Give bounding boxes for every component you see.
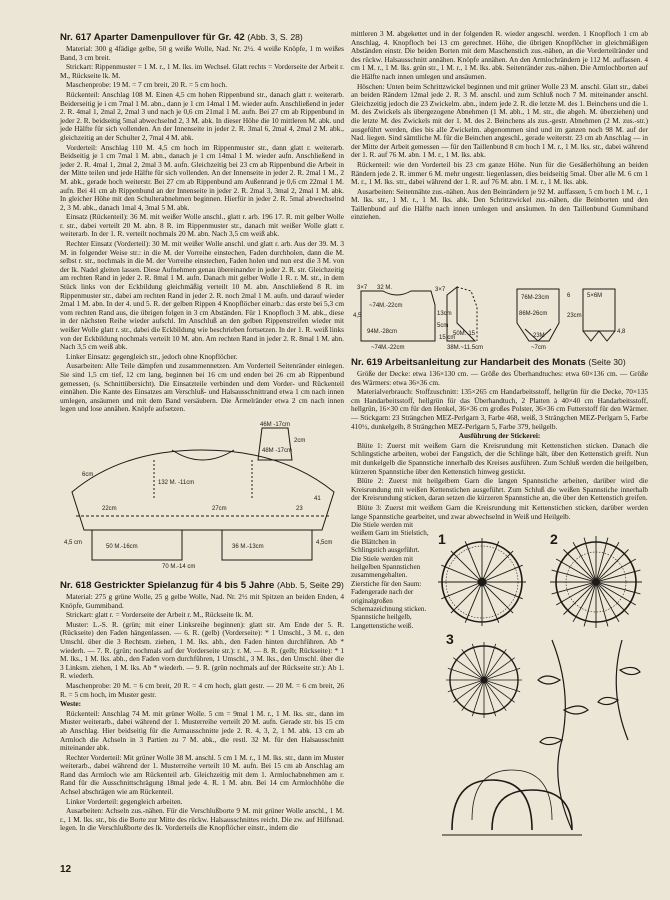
spoke-stitch (485, 644, 496, 677)
spoke-stitch (598, 585, 620, 622)
diagram-label: 38M.~11.5cm (447, 345, 484, 351)
spoke-stitch (486, 649, 507, 677)
paragraph: Einsatz (Rückenteil): 36 M. mit weißer Wolle anschl., glatt r. arb. 196 17. R. mit gelber Wolle r. str., dabei verteilt 20 M. abn. 8 R. im Rippenmuster str., danach mit weißer Wolle glatt r. weiterarb. In der 1. R. verteilt nochmals 20 M. abn. Nach 3,5 cm weiß abk. (60, 212, 344, 239)
paragraph: Ausarbeiten: Achseln zus.-nähen. Für die Verschlußborte 9 M. mit grüner Wolle anschl., 1 M. r., 1 M. lks. str., bis die Borte zur Mitte des rückw. Halsausschnittes reicht. Die zw. auf Hilfsnad. legen. In die Verschlußborte des lk. Vorderteils die Knopflöcher einstr., indem die (60, 806, 344, 833)
diagram-label: 4,5cm (316, 540, 333, 546)
paragraph: mittleren 3 M. abgekettet und in der folgenden R. wieder angeschl. werden. 1 Knopfloch 1 cm ab Anschlag, 4. Knopfloch bei 13 cm gerechnet. Höhe, die übrigen Knopflöcher in gleichmäßigen Abständen einstr. Die beiden Borten mit dem Maschenstich zus.-nähen, an die Vorderteilränder und des rückw. Halsausschnitt annähen. Knöpfe annähen. An den Armlochrändern je 112 M. auffassen. 4 cm 1 M. r., 1 M. lks. grün str., 1 M. r., 1 M. lks. abk. Seitenränder zus.-nähen. Die Armlochborten auf die Hälfte nach innen umlegen und ansäumen. (351, 29, 648, 81)
paragraph: Linker Einsatz: gegengleich str., jedoch ohne Knopflöcher. (66, 351, 238, 361)
spoke-stitch (597, 585, 608, 627)
spoke-stitch (486, 682, 507, 710)
diagram-label: 23 (296, 506, 303, 512)
spoke-stitch (599, 583, 641, 594)
spoke-stitch (597, 538, 608, 580)
diagram-label: 50M.-15 (453, 331, 476, 337)
spoke-stitch (453, 682, 481, 703)
diagram-label: 41 (314, 496, 321, 502)
paragraph: Rückenteil: wie den Vorderteil bis 23 cm ganze Höhe. Nun für die Gesäßerhöhung an beiden Rändern jede 2. R. immer 6 M. mehr ungestr. liegenlassen, dies beidseitig 5mal. Über alle M. 6 cm 1 M. r., 1 M. lks. str., dabei während der 1. R. auf 76 M. abn. 1 M. r., 1 M. lks. abk. (351, 159, 648, 187)
diagram-label: 132 M. -11cm (158, 480, 195, 486)
diagram-label: 48M -17cm (262, 448, 293, 454)
spoke-stitch (599, 570, 641, 581)
diagram-label: 70 M.-14 cm (162, 564, 196, 570)
diagram-label: 5×6M (587, 293, 603, 299)
diagram-label: 4,5 cm (64, 540, 83, 546)
flower-number: 3 (446, 631, 454, 647)
diagram-label: 22cm (102, 506, 117, 512)
diagram-label: 36 M.-13cm (232, 544, 264, 550)
diagram-label: 27cm (212, 506, 227, 512)
spoke-stitch (487, 681, 520, 692)
article-619 (351, 355, 648, 522)
spoke-stitch (573, 542, 595, 579)
article-618 (60, 578, 344, 834)
diagram-label: 23cm (567, 313, 582, 319)
flower-3 (446, 642, 522, 718)
article-619-narrow-text (351, 521, 431, 631)
paragraph: Muster: L.-S. R. (grün; mit einer Linksreihe beginnen): glatt str. Am Ende der 5. R. (Rückseite) den Faden hängenlassen. — 6. R. (gelb) (Vorderseite): * 1 Umschl., 3 M. r., den Umschl. über die 3 Rechtsm. ziehen, 1 M. lks. abh., den Faden hinten durchführen. Ab * wiederh. — 7. R. (grün; nochmals auf der Vorderseite str.): r. M. — 8. R. (gelb; Rückseite): * 1 M. lks., 1 M. lks. abh., den Faden vorn durchführen, 1 Umschl., 3 M. lks., den Umschl. über die 3 Linksm. ziehen, 1 M. lks. Ab * wiederh. — 9. R. (grün nochmals auf der Rückseite str.): Ab 1. R. wiederh. (60, 619, 344, 681)
spoke-stitch (584, 585, 595, 627)
diagram-label: ~74M.-22cm (369, 303, 403, 309)
flower-2 (550, 536, 642, 628)
paragraph: Weste: (60, 699, 82, 709)
spoke-stitch (598, 550, 628, 580)
flower-1 (438, 538, 526, 626)
spoke-stitch (564, 550, 594, 580)
flower-number: 2 (550, 531, 558, 547)
hem-ornament (442, 770, 582, 835)
paragraph: Blüte 3: Zuerst mit weißem Garn die Kreisrundung mit Kettenstichen sticken, darüber werden lange Spannstiche gearbeitet, und zwar abwechselnd in Weiß und Heilgelb. (351, 502, 648, 521)
diagram-label: 32 M. (377, 285, 393, 291)
diagram-label: 3×7 (357, 285, 368, 291)
diagram-label: 3×7 (435, 287, 446, 293)
diagram-label: 2cm (294, 438, 306, 444)
spoke-stitch (472, 644, 483, 677)
spoke-stitch (472, 683, 483, 716)
spoke-stitch (556, 559, 593, 581)
spoke-stitch (462, 649, 483, 677)
diagram-label: ~74M.-22cm (371, 345, 405, 351)
spoke-stitch (448, 668, 481, 679)
paragraph: Maschenprobe: 20 M. = 6 cm breit, 20 R. = 4 cm hoch, glatt gestr. — 20 M. = 6 cm breit, 26 R. = 5 cm hoch, im Muster gestr. (60, 680, 344, 699)
diagram-label: 6cm (82, 472, 94, 478)
spoke-stitch (487, 668, 520, 679)
paragraph: Materialverbrauch: Stoffzuschnitt: 135×265 cm Handarbeitsstoff, hellgrün für die Decke, 70×135 cm Handarbeitsstoff, hellgrün für das Überhandtuch, 2 Platten à 40×40 cm Handarbeitsstoff, hellgrün, 16×30 cm für den Henkel, 36×36 cm großes Polster, 36×36 cm Futterstoff für den Wärmer. — Stickgarn: 23 Strängchen MEZ-Perlgarn 3, Farbe 468, weiß, 3 Strängchen MEZ-Perlgarn 5, Farbe 410½, dunkelgelb, 8 Strängchen MEZ-Perlgarn 5, Farbe 379, heilgelb. (351, 387, 648, 431)
spoke-stitch (486, 658, 514, 679)
diagram-label: ~7cm (531, 345, 546, 351)
paragraph: Strickart: Rippenmuster = 1 M. r., 1 M. lks. im Wechsel. Glatt rechts = Vorderseite der Arbeit r. M., Rückseite lk. M. (60, 62, 344, 80)
paragraph: Rechter Einsatz (Vorderteil): 30 M. mit weißer Wolle anschl. und glatt r. arb. Aus der 39. M. 3 M. in folgender Weise str.: in die M. der Vorreihe einstechen, Faden durchholen, dann die M. selbst r. str., nochmals in die M. der Vorreihe einstechen, Faden holen und nun erst die 3 M. von der lk. Nadel gleiten lassen. Diese Aufnehmen genau übereinander in jeder 2. R. str. Gleichzeitig am rechten Rand in jeder 2. R. 8mal 1 M. aufn. Danach mit gelber Wolle 1 R. r. M. str., in dem Stück links von der Eckbildung gleichmäßig verteilt 10 M. abn. Anschließend 8 R. im Rippenmuster str., dabei am rechten Rand in jeder 2. R. noch 2mal 1 M. aufn. und darauf wieder 2mal 1 M. abn. In der 4. und 5. R. der gelben Rippen 4 Knopflöcher einarb.: das erste bei 5,3 cm vom rechten Rand aus, die übrigen folgen in 3 cm Abständen. Für 1 Knopfloch 3 M. abk., diese in der nächsten Reihe wieder aufschl. Im Anschluß an den gelben Rippenstreifen wieder mit weißer Wolle glatt r. str., dabei die Eckbildung wie beschrieben fortsetzen. In der 1. R. weiß links von der Eckbildung nochmals verteilt 10 M. abn. Am rechten Rand in jeder 2. R. 8mal 1 M. abn. Nach 3,5 cm weiß abk. (60, 239, 344, 352)
spoke-stitch (552, 583, 594, 594)
paragraph: Material: 300 g 4fädige gelbe, 50 g weiße Wolle, Nad. Nr. 2½. 4 weiße Knöpfe, 1 m weißes Band, 3 cm breit. (60, 44, 344, 62)
spoke-stitch (573, 585, 595, 622)
paragraph: Blüte 2: Zuerst mit heilgelbem Garn die langen Spannstiche arbeiten, darüber wird die Kreisrundung mit weißen Kettenstichen ausgeführt. Zum Schluß die weißen Spannstiche innerhalb der Kreisrundung sticken, daran setzen die kürzeren Spannstiche an, die über den Kettenstich greifen. (351, 476, 648, 503)
pullover-body-outline (72, 450, 334, 530)
spoke-stitch (598, 542, 620, 579)
diagram-label: 86M-26cm (519, 311, 548, 317)
article-617 (60, 30, 344, 415)
stem-with-leaves (538, 640, 640, 830)
spoke-stitch (599, 584, 636, 606)
paragraph: Maschenprobe: 19 M. = 7 cm breit, 20 R. = 5 cm hoch. (66, 80, 228, 90)
spielanzug-pattern-diagram (353, 283, 649, 351)
spoke-stitch (552, 570, 594, 581)
paragraph: Material: 275 g grüne Wolle, 25 g gelbe Wolle, Nad. Nr. 2½ mit Spitzen an beiden Enden, 4 Knöpfe, Gummiband. (60, 592, 344, 610)
diagram-label: 46M -17cm (260, 422, 291, 428)
diagram-label: 23M (533, 333, 545, 339)
diagram-label: 94M.-28cm (367, 329, 398, 335)
spoke-stitch (564, 584, 594, 614)
diagram-label: 4,8 (617, 329, 626, 335)
paragraph: Vorderteil: Anschlag 110 M. 4,5 cm hoch im Rippenmuster str., dann glatt r. weiterarb. Beidseitig je 1 cm 7mal 1 M. abn., danach je 1 cm 14mal 1 M. wieder aufn. Anschließend in jeder 2. R. 4mal 1, 2mal 2, 2mal 3 M. aufn. Gleichzeitig bei 23 cm ab Rippenbund die Arbeit in der Mitte teilen und jede Hälfte für sich vollenden. An der Innenseite in jeder 2. R. 2mal 1 M., 2 M. abk., gerade hoch weiterstr. Bei 27 cm ab Rippenbund am Außenrand je 0,6 cm 22mal 1 M. aufn. Bei 41 cm ab Rippenbund an der Innenseite in jeder 2. R. 2mal 3, 3mal 2, 2mal 1 M. abk. In gleicher Höhe mit den Schulterabnehmen beginnen. Hierfür in jeder 2. R. 5mal abwechselnd 2, 3 M. abk., danach 1mal 4, 3mal 5 M. abk. (60, 142, 344, 212)
spoke-stitch (448, 681, 481, 692)
paragraph: Strickart: glatt r. = Vorderseite der Arbeit r. M., Rückseite lk. M. (66, 610, 254, 620)
embroidery-illustration (432, 530, 650, 860)
article-617-title: Nr. 617 Aparter Damenpullover für Gr. 42 (Abb. 3, S. 28) (60, 32, 303, 43)
article-618-title: Nr. 618 Gestrickter Spielanzug für 4 bis 5 Jahre (Abb. 5, Seite 29) (60, 580, 344, 591)
spoke-stitch (598, 584, 628, 614)
paragraph: Die Stiele werden mit weißem Garn im Stielstich, die Blättchen in Schlingstich ausgeführt. Die Stiele werden mit heilgelben Spannstichen zusammengehalten. Zierstiche für den Saum: Fadengerade nach der originalgroßen Schemazeichnung sticken. Spannstiche heilgelb, Langettenstiche weiß. (351, 521, 429, 630)
paragraph: Blüte 1: Zuerst mit weißem Garn die Kreisrundung mit Kettenstichen sticken. Danach die Schlingstiche arbeiten, wobei der Fangstich, der die Schlinge hält, über den Kettenstich greift. Nun mit dunkelgelb die Spannstiche innerhalb des Kreises ausführen. Zum Schluß werden die heilgelben, kürzeren Spannstiche über den Kettenstich hinweg gestickt. (351, 440, 648, 476)
article-619-title: Nr. 619 Arbeitsanleitung zur Handarbeit des Monats (Seite 30) (351, 357, 626, 368)
spoke-stitch (453, 658, 481, 679)
article-618-continuation (351, 30, 648, 223)
paragraph: Größe der Decke: etwa 136×130 cm. — Größe des Überhandtuches: etwa 60×136 cm. — Größe des Wärmers: etwa 36×36 cm. (351, 369, 648, 387)
pullover-pattern-diagram (62, 420, 344, 570)
diagram-label: 4,5 (353, 313, 362, 319)
diagram-label: 15 cm (439, 335, 456, 341)
spoke-stitch (599, 559, 636, 581)
spoke-stitch (584, 538, 595, 580)
paragraph: Rechter Vorderteil: Mit grüner Wolle 38 M. anschl. 5 cm 1 M. r., 1 M. lks. str., dann im Muster weiterarb., dabei während der 1. Musterreihe verteilt 10 M. aufn. Bei 15 cm ab Anschlag am Rand das Armloch wie am Rückenteil arb. Gleichzeitig mit dem 1. Armlochabnehmen am r. Rand für die Ausschnittschrägung 18mal jede 4. R. 1 M. abn. Bei 14 cm Armlochhöhe die Achsel abschrägen wie am Rückenteil. (60, 752, 344, 797)
diagram-label: 50 M.-16cm (106, 544, 138, 550)
page-number: 12 (60, 864, 72, 875)
paragraph: Rückenteil: Anschlag 74 M. mit grüner Wolle. 5 cm = 9mal 1 M. r., 1 M. lks. str., dann im Muster weiterarb., dabei während der 1. Musterreihe verteilt 20 M. aufn. Gerade str. bis 15 cm ab Anschlag. Hier beidseitig für die Armausschnitte jede 2. R. 4, 3, 2, 1 M. abk. 13 cm ab Armloch die Achseln in 3 Partien zu 7 M. abk., die restl. 32 M. für den Halsausschnitt miteinander abk. (60, 708, 344, 753)
flower-number: 1 (438, 531, 446, 547)
spoke-stitch (556, 584, 593, 606)
spoke-stitch (462, 682, 483, 710)
spoke-stitch (485, 683, 496, 716)
diagram-label: 76M-23cm (521, 295, 550, 301)
insert-piece-outline (258, 428, 292, 460)
paragraph: Ausarbeiten: Alle Teile dämpfen und zusammennetzen. Am Vorderteil Seitenränder einlegen. Sie sind 1,5 cm tief, 12 cm lang, beginnen bei 16 cm und enden bei 26 cm ab Rippenbund gemessen, (s. Schnittübersicht). Die Einsatzteile verbinden und dem Vorder- und Rückenteil einnähen. Die Kante des Einsatzes am Verschluß- und Halsausschnittrand etwa 1 cm nach innen umlegen, ansäumen und mit dem Band versäubern. Die Ärmelränder etwa 2 cm nach innen legen und lose annähen. Knöpfe aufsetzen. (60, 361, 344, 414)
paragraph: Ausführung der Stickerei: (458, 431, 541, 441)
diagram-label: 6 (567, 293, 571, 299)
paragraph: Rückenteil: Anschlag 108 M. Einen 4,5 cm hohen Rippenbund str., danach glatt r. weiterarb. Beiderseitig je i cm 7mal 1 M. abn., dann je 1 cm 14mal 1 M. wieder aufn. Anschließend in jeder 2. R. 4mal 1, 2mal 2, 2mal 3 und nach je 0,6 cm 21mal 1 M. aufn. Bei 27 cm ab Rippenbund in jeder 2. R. beidseitig 5mal abwechselnd 2, 3 M. abk. In dieser Höhe die 10 mittleren M. abk. und jede Hälfte für sich vollenden. An der Innenseite in jeder 2. R. 3mal 6, 2mal 4, 2mal 2 M. abk., gleichzeitig an der Schulter 2, 7mal 4 M. abk. (60, 89, 344, 142)
spoke-stitch (486, 682, 514, 703)
paragraph: Linker Vorderteil: gegengleich arbeiten. (66, 796, 183, 806)
diagram-label: 13cm (437, 311, 452, 317)
paragraph: Höschen: Unten beim Schrittzwickel beginnen und mit grüner Wolle 23 M. anschl. Glatt str., dabei an beiden Rändern 12mal jede 2. R. 3 M. anschl. und zum Schluß noch 7 M. miteinander anschl. Gleichzeitig jedoch die 23 Zwickelm. abn., indem jede 2. R. die letzte M. des 1. Beinchens und die 1. M. des Zwickels als übergezogene Abnehmen (1 M. abh., 1 M. str., die abgeh. M. überziehen) und die letzte M. des Zwickels mit der 1. M. des 2. Beinchens als zus.-gestr. Abnehmen (2 M. zus.-str.) ausgeführt werden, dies bis alle Zwickelm. abgenommen sind und im ganzen noch 98 M. auf der Nad. liegen. Sind sämtliche M. für die Beinchen angeschl., gerade weiterstr. 23 cm ab Anschlag — in der Mitte der Arbeit gemessen — für den Taillenbund 8 cm hoch 1 M. r., 1 M. lks. str., dabei während der 1. R. auf 76 M. abn. 1 M. r., 1 M. lks. abk. (351, 81, 648, 160)
diagram-label: 5cm (437, 323, 449, 329)
paragraph: Ausarbeiten: Seitennähte zus.-nähen. Aus den Beinrändern je 92 M. auffassen, 5 cm hoch 1 M. r., 1 M. lks. str., 1 M. r., 1 M. lks. abk. Den Schrittzwickel zus.-nähen, die Beinborten und den Taillenbund auf die Hälfte nach innen umlegen und ansäumen. In den Taillenbund Gummiband einziehen. (351, 186, 648, 222)
